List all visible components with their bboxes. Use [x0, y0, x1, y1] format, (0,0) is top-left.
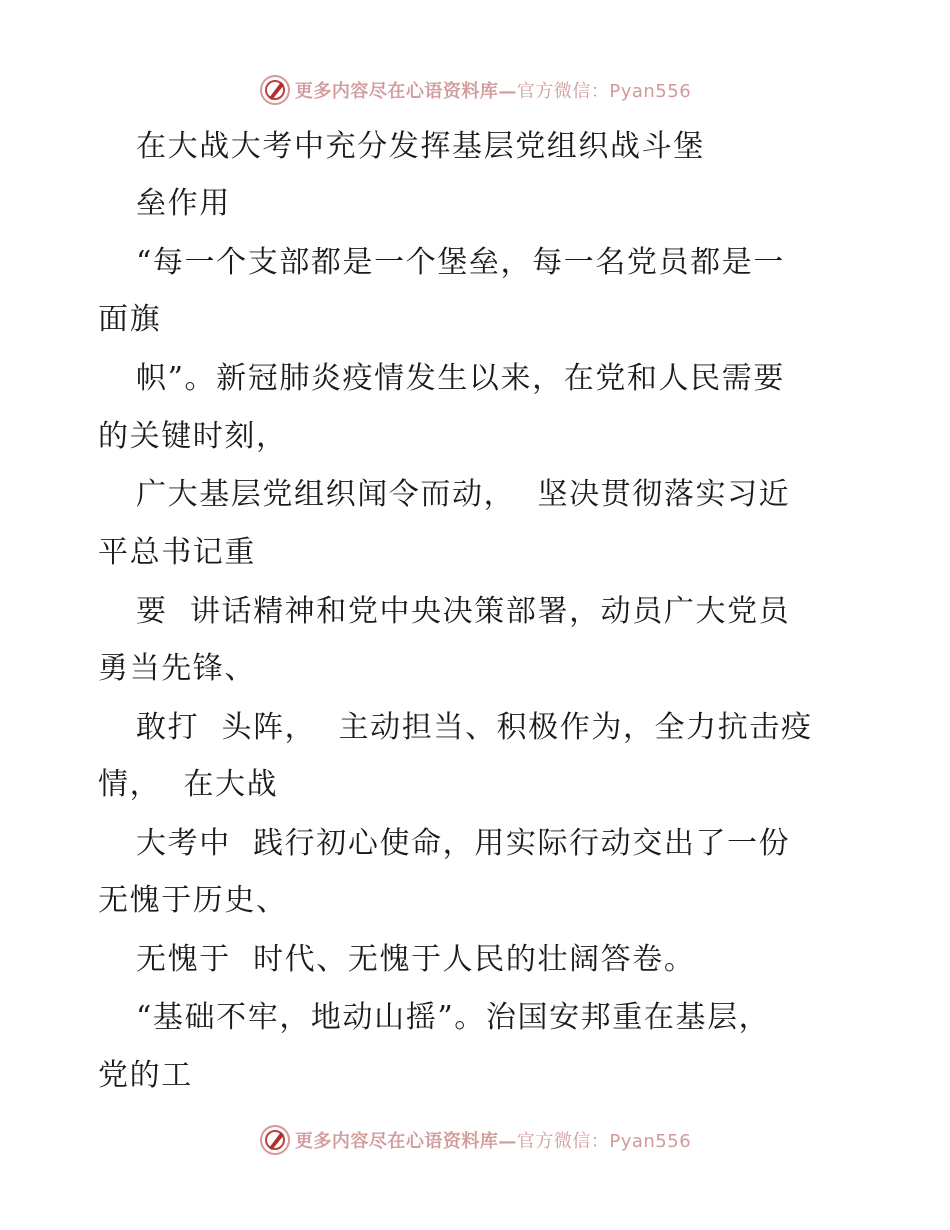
text-line: 垒作用: [136, 186, 231, 221]
pen-logo-icon: [259, 1124, 291, 1156]
text-line: 无愧于历史、: [98, 883, 288, 918]
watermark-wechat-text: 官方微信：Pyan556: [516, 81, 692, 102]
watermark-site-text: 更多内容尽在心语资料库—: [294, 81, 517, 102]
pen-logo-icon: [259, 74, 291, 106]
text-line: 情， 在大战: [98, 767, 279, 802]
text-line: 的关键时刻，: [98, 419, 288, 454]
text-line: 勇当先锋、: [98, 651, 256, 686]
text-line: 敢打 头阵， 主动担当、积极作为，全力抗击疫: [136, 710, 813, 745]
text-line: 面旗: [98, 302, 162, 337]
text-line: “每一个支部都是一个堡垒，每一名党员都是一: [136, 245, 785, 280]
text-line: 帜”。新冠肺炎疫情发生以来，在党和人民需要: [136, 361, 785, 396]
text-line: 大考中 践行初心使命，用实际行动交出了一份: [136, 826, 791, 861]
text-line: 广大基层党组织闻令而动， 坚决贯彻落实习近: [136, 477, 791, 512]
text-line: 党的工: [98, 1058, 193, 1093]
watermark-wechat-text: 官方微信：Pyan556: [516, 1131, 692, 1152]
text-line: 无愧于 时代、无愧于人民的壮阔答卷。: [136, 942, 696, 977]
watermark-banner-bottom: [0, 1120, 950, 1160]
text-line: “基础不牢，地动山摇”。治国安邦重在基层，: [136, 1000, 771, 1035]
watermark-banner-top: [0, 70, 950, 110]
text-line: 平总书记重: [98, 535, 256, 570]
watermark-site-text: 更多内容尽在心语资料库—: [294, 1131, 517, 1152]
text-line: 要 讲话精神和党中央决策部署，动员广大党员: [136, 594, 791, 629]
text-line: 在大战大考中充分发挥基层党组织战斗堡: [136, 129, 705, 164]
